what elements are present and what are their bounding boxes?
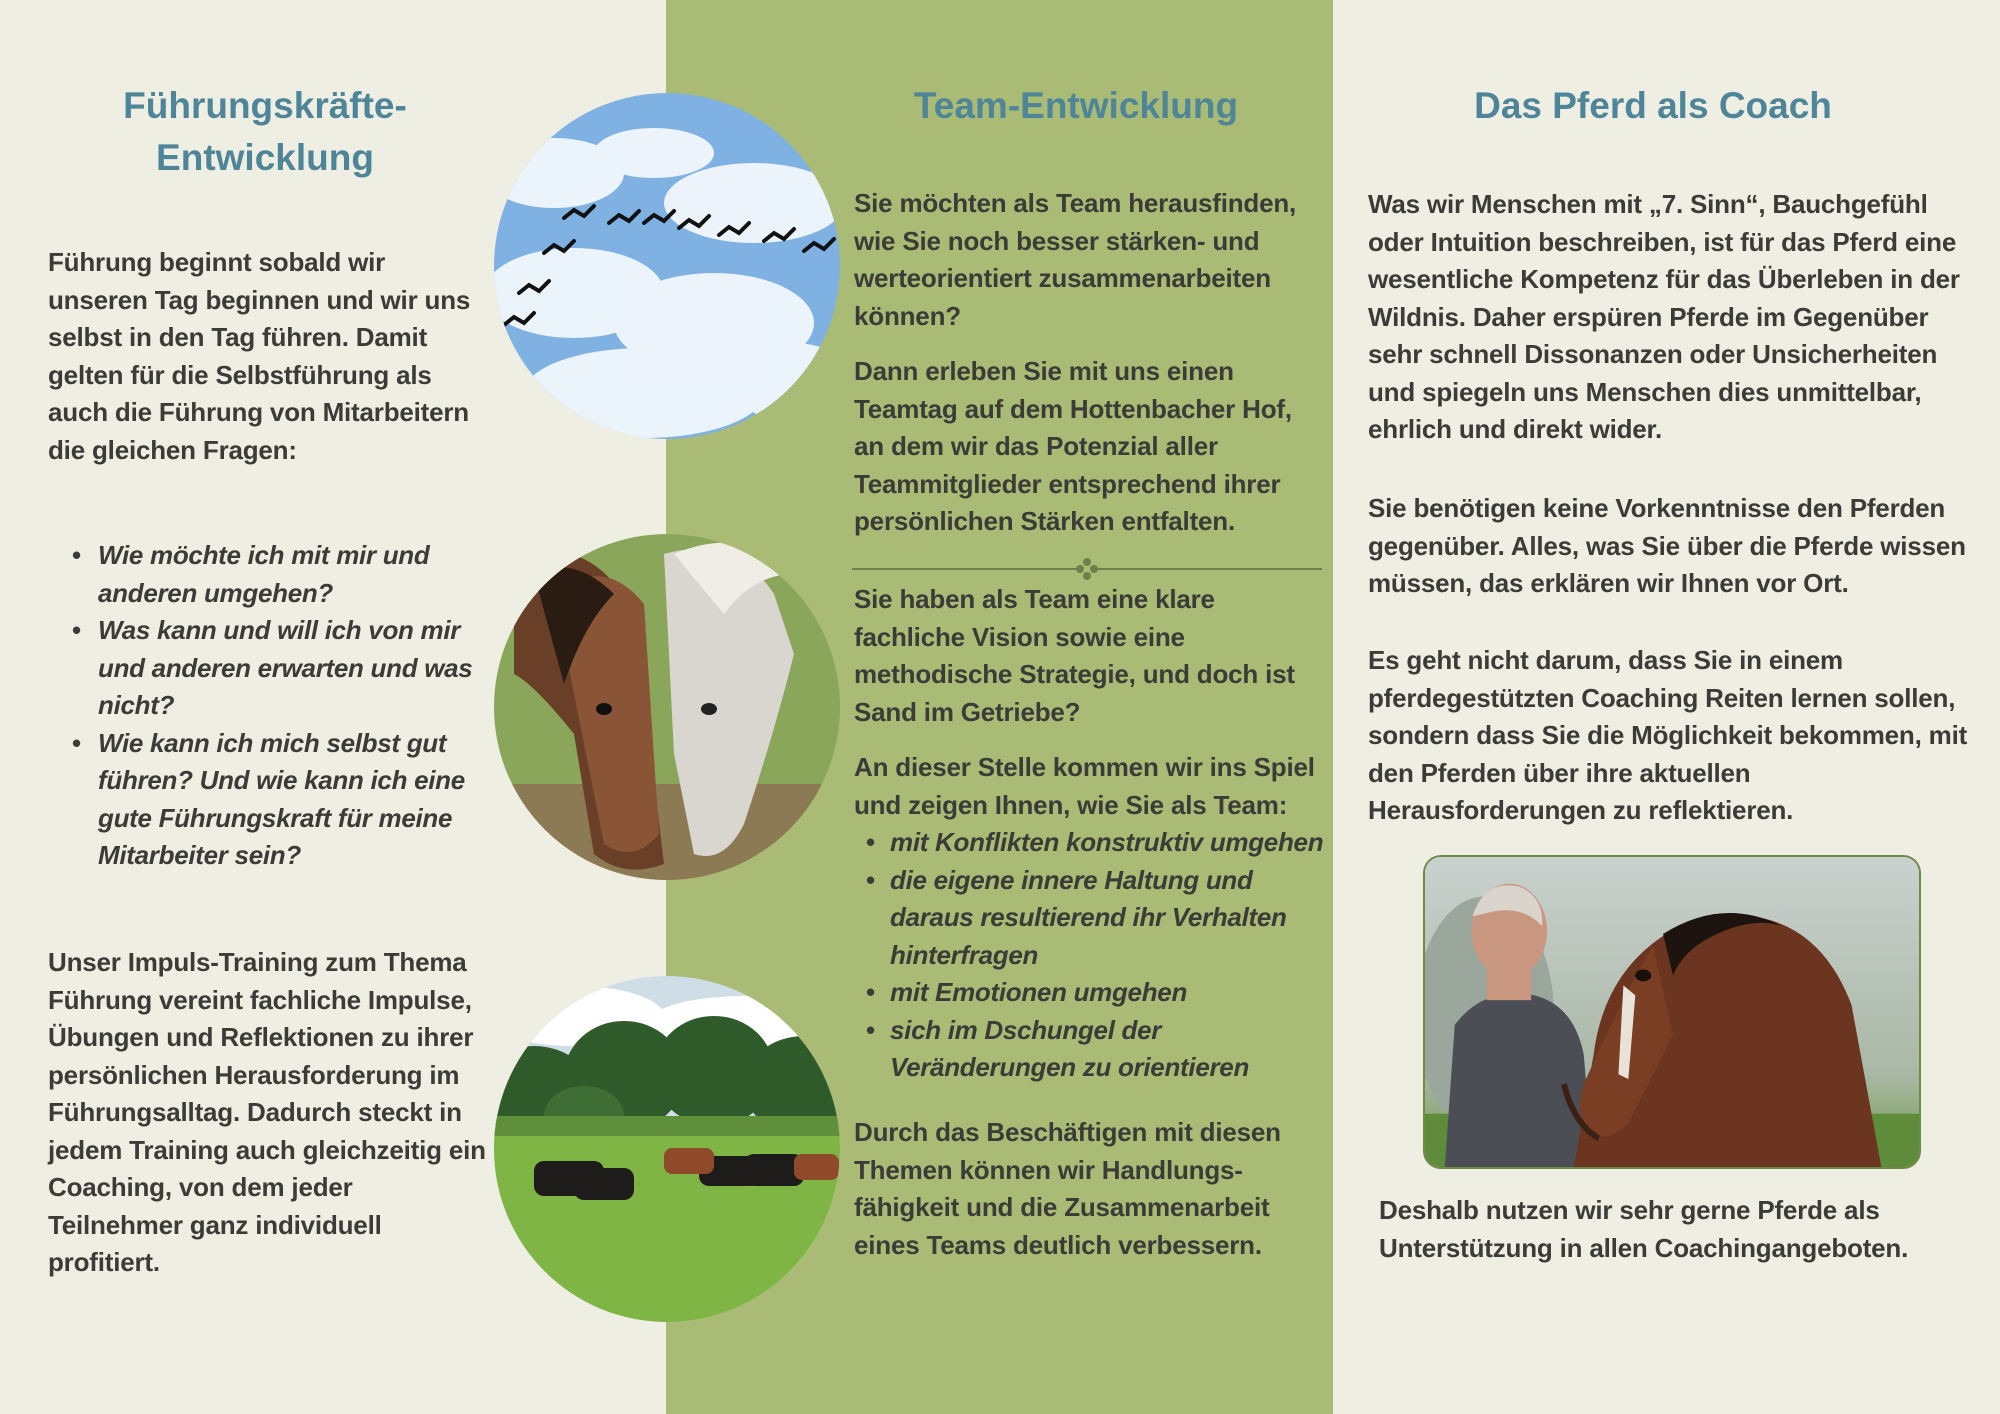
birds-in-sky-circle bbox=[494, 93, 840, 439]
right-heading: Das Pferd als Coach bbox=[1474, 85, 1832, 126]
cattle-meadow-image bbox=[494, 976, 840, 1322]
birds-in-sky-image bbox=[494, 93, 840, 439]
middle-heading: Team-Entwicklung bbox=[913, 85, 1239, 126]
left-outro: Unser Impuls-Training zum Thema Führung vereint fachliche Impulse, Übungen und Reflektionen zu ihrer persönlichen Herausforderung im Führungsalltag. Dadurch steckt in jedem Training auch gleichzeitig ein Coaching, von dem jeder Teilnehmer ganz individuell profitiert. bbox=[48, 947, 486, 1277]
right-paragraph-3: Es geht nicht darum, dass Sie in einem pferdegestützten Coaching Reiten lernen sollen, sondern dass Sie die Möglichkeit bekommen, mit den Pferden über ihre aktuellen Herausforderungen zu reflektieren. bbox=[1368, 645, 1968, 825]
two-horses-image bbox=[494, 534, 840, 880]
man-with-horse-image bbox=[1425, 857, 1919, 1167]
list-item: • mit Konflikten konstruktiv umgehen bbox=[854, 824, 1329, 862]
right-paragraph-2: Sie benötigen keine Vorkenntnisse den Pferden gegenüber. Alles, was Sie über die Pferde wissen müssen, das erklären wir Ihnen vor Ort. bbox=[1368, 493, 1966, 598]
middle-paragraph-1: Sie möchten als Team herausfinden, wie Sie noch besser stärken- und werteorientiert zusammenarbeiten können? bbox=[854, 188, 1297, 331]
list-item: • mit Emotionen umgehen bbox=[854, 974, 1329, 1012]
list-item: • sich im Dschungel der Veränderungen zu orientieren bbox=[854, 1012, 1329, 1087]
right-paragraph-4: Deshalb nutzen wir sehr gerne Pferde als Unterstützung in allen Coachingangeboten. bbox=[1379, 1195, 1909, 1263]
right-paragraph-1: Was wir Menschen mit „7. Sinn“, Bauchgefühl oder Intuition beschreiben, ist für das Pferd eine wesentliche Kompetenz für das Überleben in der Wildnis. Daher erspüren Pferde im Gegenüber sehr schnell Dissonanzen oder Unsicherheiten und spiegeln uns Menschen dies unmittelbar, ehrlich und direkt wider. bbox=[1368, 189, 1960, 444]
left-heading: Führungskräfte- Entwicklung bbox=[123, 85, 407, 178]
list-item: • Wie möchte ich mit mir und anderen umgehen? bbox=[50, 537, 490, 612]
man-with-horse-photo bbox=[1423, 855, 1921, 1169]
list-item: • Wie kann ich mich selbst gut führen? Und wie kann ich eine gute Führungskraft für meine Mitarbeiter sein? bbox=[50, 725, 490, 875]
right-column bbox=[1333, 0, 2000, 1414]
two-horses-circle bbox=[494, 534, 840, 880]
left-intro: Führung beginnt sobald wir unseren Tag beginnen und wir uns selbst in den Tag führen. Damit gelten für die Selbstführung als auch die Führung von Mitarbeitern die gleichen Fragen: bbox=[48, 247, 471, 465]
middle-paragraph-4: An dieser Stelle kommen wir ins Spiel und zeigen Ihnen, wie Sie als Team: bbox=[854, 752, 1315, 820]
list-item: • die eigene innere Haltung und daraus resultierend ihr Verhalten hinterfragen bbox=[854, 862, 1329, 975]
ornament-divider bbox=[852, 556, 1322, 582]
middle-paragraph-3: Sie haben als Team eine klare fachliche Vision sowie eine methodische Strategie, und doch ist Sand im Getriebe? bbox=[854, 584, 1295, 727]
left-question-list bbox=[50, 537, 490, 875]
middle-bullet-list bbox=[854, 824, 1329, 1087]
cattle-meadow-circle bbox=[494, 976, 840, 1322]
list-item: • Was kann und will ich von mir und anderen erwarten und was nicht? bbox=[50, 612, 490, 725]
middle-paragraph-5: Durch das Beschäftigen mit diesen Themen können wir Handlungs-fähigkeit und die Zusammenarbeit eines Teams deutlich verbessern. bbox=[854, 1117, 1281, 1260]
middle-paragraph-2: Dann erleben Sie mit uns einen Teamtag auf dem Hottenbacher Hof, an dem wir das Potenzial aller Teammitglieder entsprechend ihrer persönlichen Stärken entfalten. bbox=[854, 356, 1292, 536]
